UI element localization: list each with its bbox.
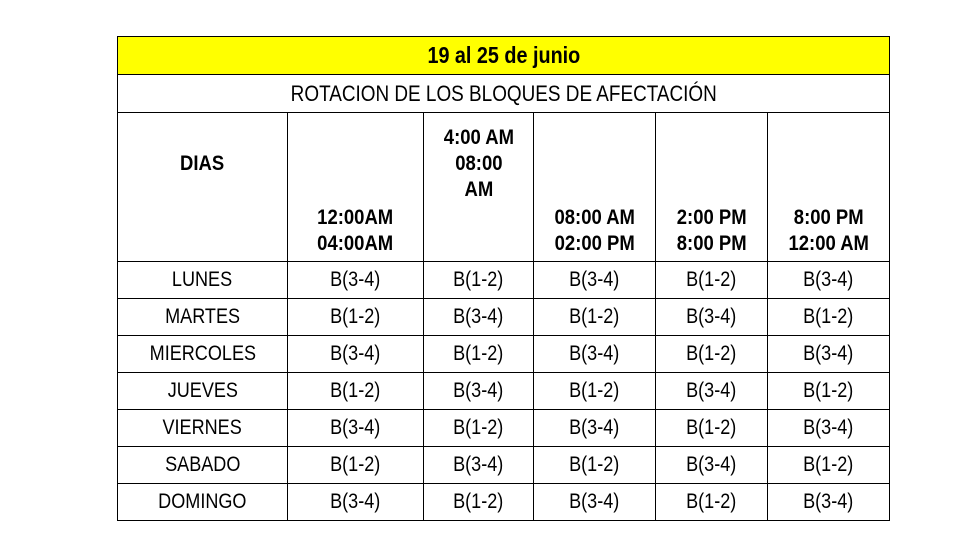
table-row bbox=[118, 410, 890, 447]
block-cell bbox=[424, 447, 534, 484]
block-value: B(3-4) bbox=[453, 453, 504, 476]
block-cell bbox=[534, 373, 656, 410]
time-slot-3-line-1: 08:00 AM bbox=[554, 206, 635, 229]
block-value: B(1-2) bbox=[803, 305, 854, 328]
block-cell bbox=[534, 410, 656, 447]
day-label: VIERNES bbox=[162, 416, 243, 439]
block-value: B(3-4) bbox=[330, 342, 381, 365]
table-row bbox=[118, 262, 890, 299]
block-value: B(1-2) bbox=[686, 490, 737, 513]
block-value: B(1-2) bbox=[453, 268, 504, 291]
block-cell bbox=[656, 410, 768, 447]
day-cell bbox=[118, 336, 288, 373]
day-cell bbox=[118, 447, 288, 484]
block-cell bbox=[534, 262, 656, 299]
day-label: MARTES bbox=[165, 305, 240, 328]
block-value: B(3-4) bbox=[569, 342, 620, 365]
block-value: B(3-4) bbox=[803, 490, 854, 513]
block-value: B(3-4) bbox=[803, 342, 854, 365]
block-cell bbox=[768, 373, 890, 410]
block-cell bbox=[534, 447, 656, 484]
day-label: JUEVES bbox=[167, 379, 238, 402]
block-cell bbox=[424, 336, 534, 373]
block-value: B(1-2) bbox=[569, 305, 620, 328]
time-slot-5-line-2: 12:00 AM bbox=[788, 232, 869, 255]
block-cell bbox=[424, 262, 534, 299]
time-slot-header-4 bbox=[656, 113, 768, 262]
block-value: B(1-2) bbox=[330, 453, 381, 476]
block-value: B(1-2) bbox=[453, 490, 504, 513]
block-value: B(1-2) bbox=[686, 268, 737, 291]
block-value: B(1-2) bbox=[330, 379, 381, 402]
block-value: B(1-2) bbox=[686, 416, 737, 439]
block-value: B(1-2) bbox=[803, 379, 854, 402]
block-value: B(3-4) bbox=[803, 416, 854, 439]
day-label: LUNES bbox=[172, 268, 233, 291]
block-value: B(3-4) bbox=[803, 268, 854, 291]
block-cell bbox=[768, 447, 890, 484]
table-row bbox=[118, 299, 890, 336]
block-cell bbox=[288, 336, 424, 373]
block-cell bbox=[288, 299, 424, 336]
day-label: SABADO bbox=[164, 453, 241, 476]
time-slot-header-3 bbox=[534, 113, 656, 262]
block-value: B(3-4) bbox=[453, 379, 504, 402]
block-value: B(3-4) bbox=[569, 268, 620, 291]
block-value: B(3-4) bbox=[569, 416, 620, 439]
block-value: B(3-4) bbox=[330, 268, 381, 291]
table-row bbox=[118, 484, 890, 521]
days-column-header-text: DIAS bbox=[180, 152, 225, 175]
schedule-title bbox=[118, 37, 890, 75]
block-value: B(1-2) bbox=[686, 342, 737, 365]
block-cell bbox=[768, 299, 890, 336]
days-column-header bbox=[118, 113, 288, 262]
day-label: MIERCOLES bbox=[149, 342, 256, 365]
table-row bbox=[118, 336, 890, 373]
block-cell bbox=[656, 336, 768, 373]
day-cell bbox=[118, 484, 288, 521]
block-value: B(1-2) bbox=[330, 305, 381, 328]
block-cell bbox=[424, 373, 534, 410]
block-cell bbox=[288, 484, 424, 521]
time-slot-1-line-1: 12:00AM bbox=[317, 206, 394, 229]
block-cell bbox=[768, 484, 890, 521]
time-slot-2-line-1: 4:00 AM bbox=[443, 126, 514, 149]
schedule-title-text: 19 al 25 de junio bbox=[427, 42, 580, 68]
day-label: DOMINGO bbox=[158, 490, 247, 513]
block-cell bbox=[288, 410, 424, 447]
block-value: B(1-2) bbox=[569, 453, 620, 476]
time-slot-header-1 bbox=[288, 113, 424, 262]
time-slot-1-line-2: 04:00AM bbox=[317, 232, 394, 255]
block-value: B(3-4) bbox=[569, 490, 620, 513]
block-cell bbox=[534, 299, 656, 336]
time-slot-2-line-3: AM bbox=[464, 178, 493, 201]
time-slot-header-5 bbox=[768, 113, 890, 262]
block-value: B(1-2) bbox=[453, 416, 504, 439]
block-cell bbox=[656, 373, 768, 410]
schedule-subtitle-text: ROTACION DE LOS BLOQUES DE AFECTACIÓN bbox=[290, 80, 717, 106]
block-value: B(1-2) bbox=[803, 453, 854, 476]
block-cell bbox=[768, 336, 890, 373]
table-row bbox=[118, 447, 890, 484]
block-value: B(1-2) bbox=[569, 379, 620, 402]
block-cell bbox=[656, 299, 768, 336]
block-cell bbox=[424, 410, 534, 447]
table-row bbox=[118, 373, 890, 410]
block-cell bbox=[288, 447, 424, 484]
block-cell bbox=[656, 484, 768, 521]
day-cell bbox=[118, 410, 288, 447]
time-slot-header-2 bbox=[424, 113, 534, 262]
block-value: B(3-4) bbox=[686, 453, 737, 476]
block-cell bbox=[424, 484, 534, 521]
block-value: B(3-4) bbox=[330, 416, 381, 439]
block-cell bbox=[768, 262, 890, 299]
day-cell bbox=[118, 299, 288, 336]
block-cell bbox=[288, 373, 424, 410]
time-slot-4-line-1: 2:00 PM bbox=[676, 206, 747, 229]
block-cell bbox=[534, 484, 656, 521]
block-value: B(3-4) bbox=[686, 305, 737, 328]
block-value: B(3-4) bbox=[686, 379, 737, 402]
schedule-subtitle bbox=[118, 75, 890, 113]
day-cell bbox=[118, 373, 288, 410]
block-cell bbox=[424, 299, 534, 336]
block-value: B(1-2) bbox=[453, 342, 504, 365]
time-slot-3-line-2: 02:00 PM bbox=[554, 232, 635, 255]
block-cell bbox=[656, 447, 768, 484]
block-cell bbox=[656, 262, 768, 299]
block-cell bbox=[768, 410, 890, 447]
time-slot-4-line-2: 8:00 PM bbox=[676, 232, 747, 255]
time-slot-2-line-2: 08:00 bbox=[454, 152, 503, 175]
block-cell bbox=[288, 262, 424, 299]
schedule-table bbox=[117, 36, 890, 521]
header-row bbox=[118, 113, 890, 262]
block-value: B(3-4) bbox=[453, 305, 504, 328]
block-cell bbox=[534, 336, 656, 373]
block-value: B(3-4) bbox=[330, 490, 381, 513]
time-slot-5-line-1: 8:00 PM bbox=[793, 206, 864, 229]
day-cell bbox=[118, 262, 288, 299]
